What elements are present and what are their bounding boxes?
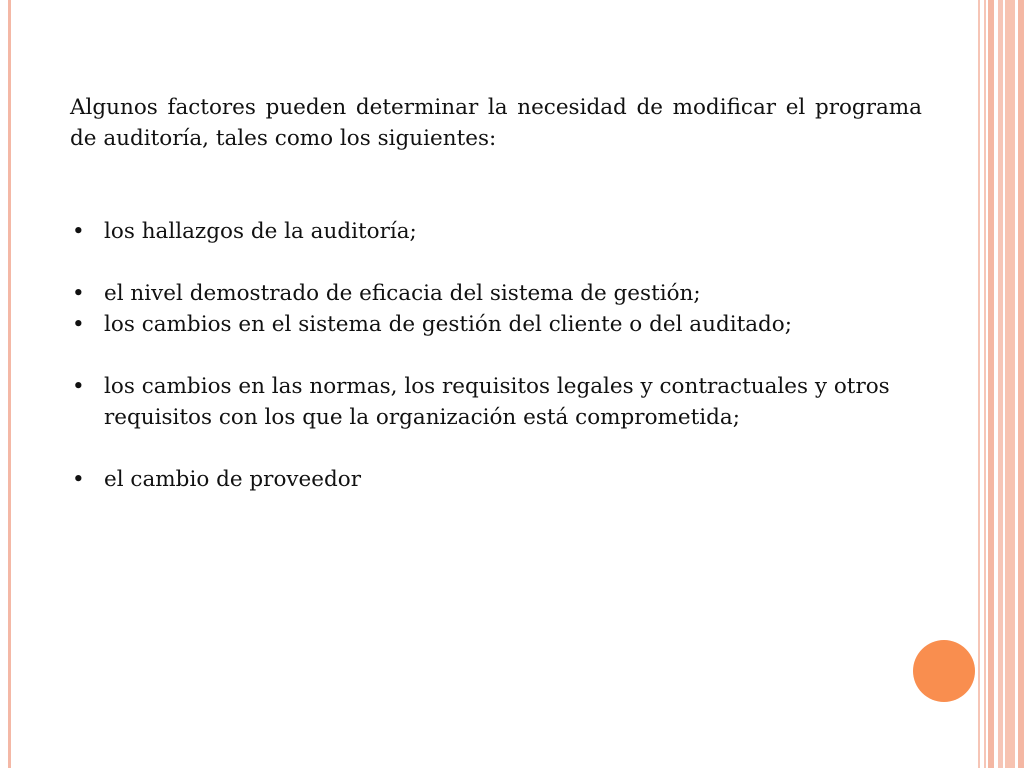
decorative-circle (913, 640, 975, 702)
list-item: • los cambios en las normas, los requisitos legales y contractuales y otros requisitos con los que la organización está comprometida; (70, 371, 922, 433)
stripe (978, 0, 980, 768)
stripe (1005, 0, 1015, 768)
stripe (988, 0, 994, 768)
list-item: • el cambio de proveedor (70, 464, 922, 495)
right-decorative-stripes (978, 0, 1024, 768)
slide-content (70, 92, 922, 495)
list-item: • los hallazgos de la auditoría; (70, 216, 922, 247)
bullet-list (70, 216, 922, 495)
list-item: • el nivel demostrado de eficacia del sistema de gestión; (70, 278, 922, 309)
list-item: • los cambios en el sistema de gestión del cliente o del auditado; (70, 309, 922, 340)
stripe (998, 0, 1003, 768)
left-border-stripe (8, 0, 11, 768)
intro-paragraph: Algunos factores pueden determinar la necesidad de modificar el programa de auditoría, tales como los siguientes: (70, 95, 922, 151)
stripe (1018, 0, 1024, 768)
stripe (984, 0, 986, 768)
